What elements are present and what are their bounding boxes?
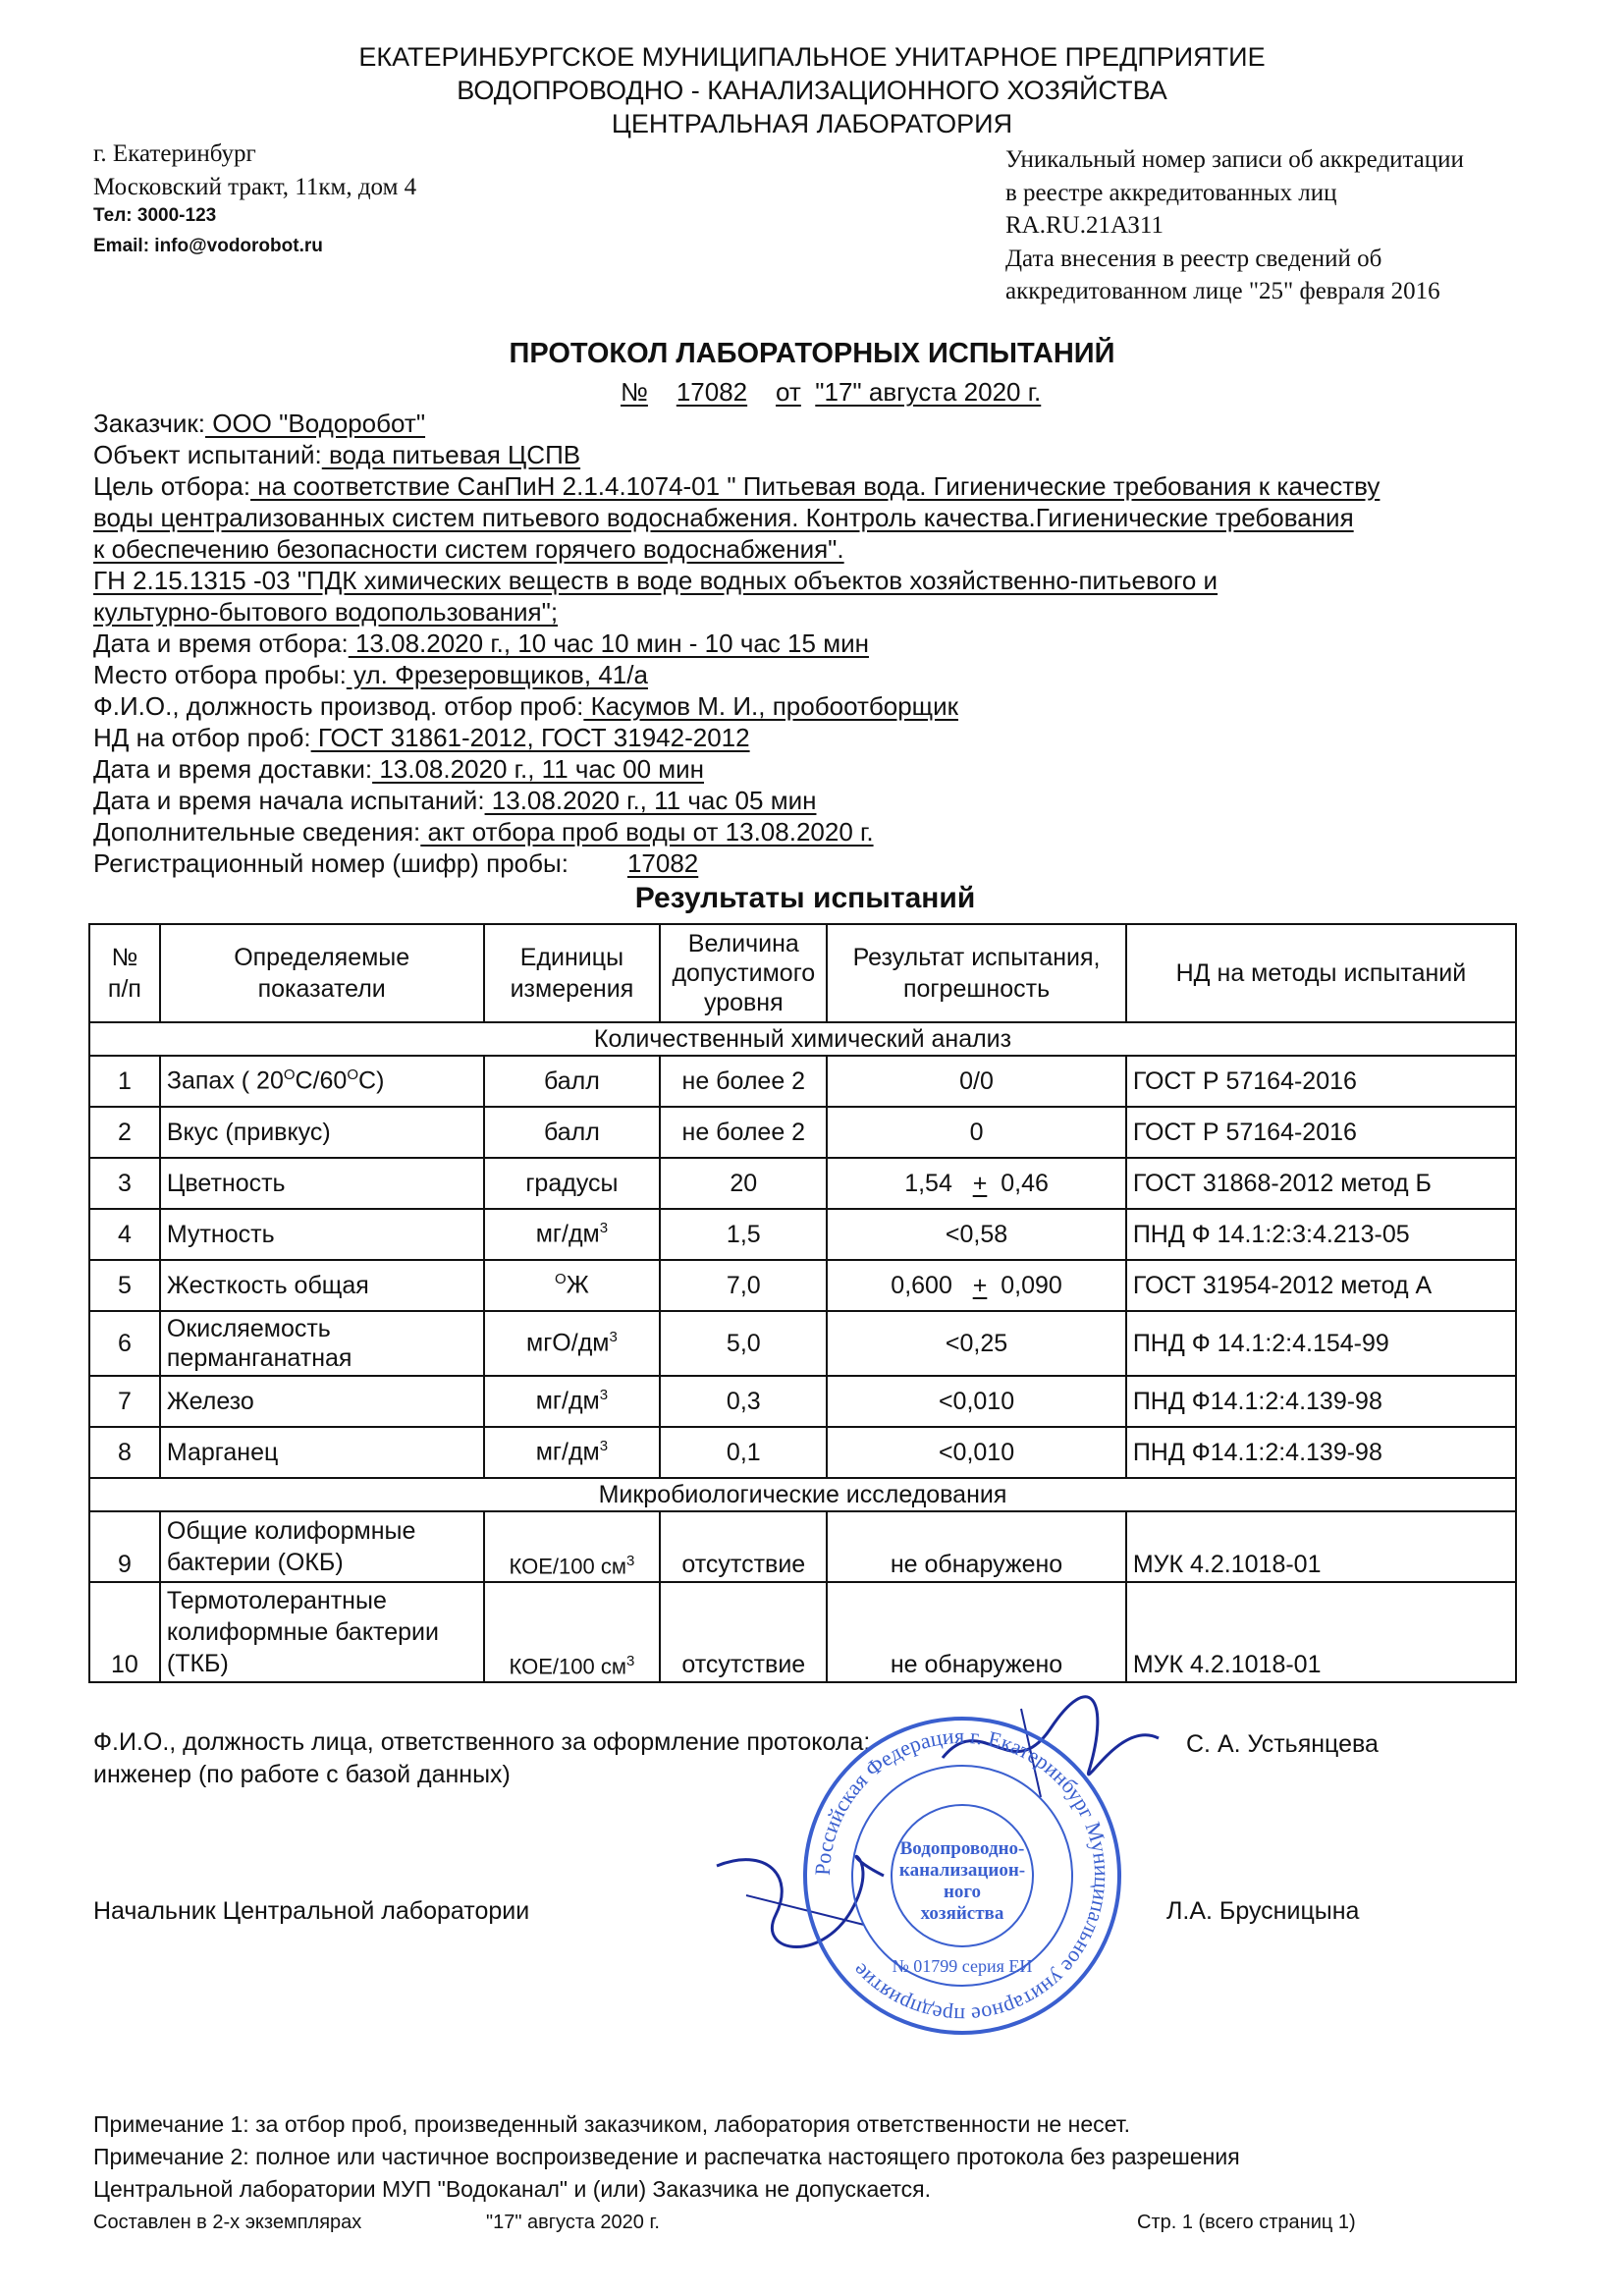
row-unit-sup: 3 (599, 1387, 609, 1404)
row-param-end: С) (358, 1066, 385, 1095)
row-result: 0/0 (827, 1056, 1126, 1107)
header-limit-1: Величина (687, 930, 799, 957)
object-label: Объект испытаний: (93, 440, 322, 469)
row-num: 4 (89, 1209, 160, 1260)
table-row (89, 1260, 1516, 1311)
address-city: г. Екатеринбург (93, 140, 256, 167)
customer-label: Заказчик: (93, 409, 206, 438)
row-unit (484, 1376, 661, 1427)
org-name-line2: ВОДОПРОВОДНО - КАНАЛИЗАЦИОННОГО ХОЗЯЙСТВА (457, 76, 1167, 105)
section-micro: Микробиологические исследования (89, 1478, 1516, 1511)
header-param-1: Определяемые (234, 944, 410, 971)
protocol-from-label: от (776, 377, 801, 407)
row-limit: 5,0 (660, 1311, 827, 1376)
row-num: 9 (89, 1511, 160, 1582)
responsible-name: С. А. Устьянцева (1186, 1730, 1379, 1758)
row-unit (484, 1209, 661, 1260)
field-delivery (93, 753, 704, 785)
section-row-micro (89, 1478, 1516, 1511)
accreditation-line1: Уникальный номер записи об аккредитации (1005, 146, 1464, 173)
protocol-title: ПРОТОКОЛ ЛАБОРАТОРНЫХ ИСПЫТАНИЙ (509, 338, 1115, 369)
row-unit-sup: 3 (599, 1220, 609, 1237)
org-name-line1: ЕКАТЕРИНБУРГСКОЕ МУНИЦИПАЛЬНОЕ УНИТАРНОЕ ПРЕДПРИЯТИЕ (358, 42, 1266, 72)
row-result: 0 (827, 1107, 1126, 1158)
row-param (160, 1311, 484, 1376)
stamp-center-1: Водопроводно- (899, 1838, 1025, 1859)
row-result: <0,58 (827, 1209, 1126, 1260)
row-method: МУК 4.2.1018-01 (1126, 1582, 1516, 1682)
row-param-sup1: О (283, 1066, 296, 1084)
row-unit (484, 1582, 661, 1682)
row-param: Железо (160, 1376, 484, 1427)
row-num: 2 (89, 1107, 160, 1158)
reg-number-value: 17082 (626, 848, 699, 878)
stamp-ring-text: Российская Федерация г. Екатеринбург Муниципальное унитарное предприятие (809, 1722, 1115, 2029)
test-start-value: 13.08.2020 г., 11 час 05 мин (484, 786, 817, 815)
table-row (89, 1056, 1516, 1107)
row-unit-sup: 3 (625, 1552, 635, 1569)
row-unit (484, 1260, 661, 1311)
address-email: Email: info@vodorobot.ru (93, 236, 323, 256)
purpose-line4: ГН 2.15.1315 -03 "ПДК химических веществ в воде водных объектов хозяйственно-питьевого и (93, 566, 1218, 595)
row-num: 6 (89, 1311, 160, 1376)
row-method: ГОСТ 31868-2012 метод Б (1126, 1158, 1516, 1209)
field-extra (93, 816, 874, 847)
purpose-label: Цель отбора: (93, 471, 251, 501)
table-row (89, 1158, 1516, 1209)
extra-value: акт отбора проб воды от 13.08.2020 г. (420, 817, 874, 847)
note-3: Центральной лаборатории МУП "Водоканал" и (или) Заказчика не допускается. (93, 2176, 931, 2202)
row-result: не обнаружено (827, 1511, 1126, 1582)
copies-note: Составлен в 2-х экземплярах (93, 2212, 362, 2233)
row-unit-text: КОЕ/100 см (509, 1654, 626, 1678)
stamp-center-2: канализацион- (898, 1860, 1026, 1881)
row-num: 10 (89, 1582, 160, 1682)
row-unit: балл (484, 1056, 661, 1107)
table-row (89, 1209, 1516, 1260)
row-result: <0,010 (827, 1427, 1126, 1478)
row-unit-text: мг/дм (535, 1387, 600, 1415)
accreditation-number: RA.RU.21АЗ11 (1005, 212, 1164, 239)
table-header-row (89, 924, 1516, 1022)
row-method: ПНД Ф 14.1:2:4.154-99 (1126, 1311, 1516, 1376)
row-param-sup2: О (347, 1066, 359, 1084)
field-reg-number (93, 847, 698, 879)
stamp-center-3: ного (943, 1882, 982, 1902)
row-unit-text: Ж (566, 1271, 589, 1299)
row-unit-text: мг/дм (535, 1438, 600, 1466)
row-unit-degree: О (555, 1271, 567, 1288)
row-param-mid: С/60 (295, 1066, 348, 1095)
row-unit-text: КОЕ/100 см (509, 1554, 626, 1578)
row-unit: балл (484, 1107, 661, 1158)
field-object (93, 439, 580, 470)
table-row (89, 1107, 1516, 1158)
nd-value: ГОСТ 31861-2012, ГОСТ 31942-2012 (310, 723, 750, 752)
row-unit-text: мгО/дм (526, 1329, 610, 1357)
table-row (89, 1582, 1516, 1682)
field-customer (93, 408, 425, 439)
header-limit-3: уровня (703, 989, 784, 1016)
header-num (89, 924, 160, 1022)
row-result (827, 1260, 1126, 1311)
row-num: 5 (89, 1260, 160, 1311)
header-result-1: Результат испытания, (852, 944, 1101, 971)
org-name-line3: ЦЕНТРАЛЬНАЯ ЛАБОРАТОРИЯ (611, 109, 1013, 138)
object-value: вода питьевая ЦСПВ (321, 440, 581, 469)
row-unit-text: мг/дм (535, 1220, 600, 1248)
row-method: ГОСТ Р 57164-2016 (1126, 1107, 1516, 1158)
sampling-datetime-label: Дата и время отбора: (93, 629, 349, 658)
note-1: Примечание 1: за отбор проб, произведенный заказчиком, лаборатория ответственности не несет. (93, 2111, 1131, 2137)
row-limit: не более 2 (660, 1107, 827, 1158)
row-param-line1: Окисляемость (166, 1315, 331, 1342)
official-stamp (795, 1709, 1129, 2043)
row-num: 1 (89, 1056, 160, 1107)
responsible-position: инженер (по работе с базой данных) (93, 1761, 511, 1788)
header-limit (660, 924, 827, 1022)
nd-label: НД на отбор проб: (93, 723, 311, 752)
stamp-bottom: № 01799 серия ЕИ (892, 1956, 1033, 1976)
row-method: ПНД Ф14.1:2:4.139-98 (1126, 1376, 1516, 1427)
row-param-line2: бактерии (ОКБ) (166, 1549, 344, 1576)
row-unit-sup: 3 (625, 1652, 635, 1669)
section-row-chemical (89, 1022, 1516, 1056)
customer-value: ООО "Водоробот" (205, 409, 426, 438)
row-param: Мутность (160, 1209, 484, 1260)
field-sampler (93, 690, 958, 722)
table-row (89, 1427, 1516, 1478)
row-unit-sup: 3 (599, 1438, 609, 1455)
row-param (160, 1511, 484, 1582)
row-unit (484, 1311, 661, 1376)
row-param-text: Запах ( 20 (166, 1066, 284, 1095)
field-test-start (93, 785, 816, 816)
results-title: Результаты испытаний (634, 882, 976, 914)
row-limit: 20 (660, 1158, 827, 1209)
row-num: 3 (89, 1158, 160, 1209)
table-row (89, 1311, 1516, 1376)
header-num-2: п/п (107, 975, 141, 1003)
place-label: Место отбора пробы: (93, 660, 347, 689)
sampling-datetime-value: 13.08.2020 г., 10 час 10 мин - 10 час 15 мин (348, 629, 869, 658)
row-result-value: 0,600 (891, 1271, 952, 1299)
row-method: ПНД Ф14.1:2:4.139-98 (1126, 1427, 1516, 1478)
sampler-label: Ф.И.О., должность производ. отбор проб: (93, 691, 584, 721)
purpose-line2: воды централизованных систем питьевого водоснабжения. Контроль качества.Гигиенические требования (93, 503, 1354, 532)
row-unit: градусы (484, 1158, 661, 1209)
table-row (89, 1511, 1516, 1582)
sampler-value: Касумов М. И., пробоотборщик (583, 691, 958, 721)
purpose-line5: культурно-бытового водопользования"; (93, 597, 559, 627)
field-sampling-datetime (93, 628, 869, 659)
delivery-label: Дата и время доставки: (93, 754, 373, 784)
row-method: ГОСТ Р 57164-2016 (1126, 1056, 1516, 1107)
row-param: Жесткость общая (160, 1260, 484, 1311)
row-result: не обнаружено (827, 1582, 1126, 1682)
head-name: Л.А. Брусницына (1166, 1897, 1360, 1925)
footer-date: "17" августа 2020 г. (486, 2212, 660, 2233)
accreditation-line2: в реестре аккредитованных лиц (1005, 180, 1337, 206)
place-value: ул. Фрезеровщиков, 41/а (346, 660, 648, 689)
row-limit: отсутствие (660, 1511, 827, 1582)
row-param: Вкус (привкус) (160, 1107, 484, 1158)
note-2: Примечание 2: полное или частичное воспроизведение и распечатка настоящего протокола без разрешения (93, 2144, 1240, 2169)
test-start-label: Дата и время начала испытаний: (93, 786, 485, 815)
row-param-line1: Термотолерантные (166, 1587, 387, 1614)
field-place (93, 659, 648, 690)
row-result-value: 1,54 (904, 1169, 952, 1197)
head-label: Начальник Центральной лаборатории (93, 1897, 530, 1925)
field-purpose (93, 470, 1380, 502)
table-row (89, 1376, 1516, 1427)
row-param: Цветность (160, 1158, 484, 1209)
header-method: НД на методы испытаний (1126, 924, 1516, 1022)
row-method: МУК 4.2.1018-01 (1126, 1511, 1516, 1582)
row-unit (484, 1427, 661, 1478)
row-param-line2: перманганатная (166, 1344, 352, 1372)
row-limit: отсутствие (660, 1582, 827, 1682)
purpose-line1: на соответствие СанПиН 2.1.4.1074-01 " Питьевая вода. Гигиенические требования к качеству (250, 471, 1380, 501)
row-method: ГОСТ 31954-2012 метод А (1126, 1260, 1516, 1311)
header-result (827, 924, 1126, 1022)
protocol-no-label: № (621, 377, 648, 407)
row-param-line3: (ТКБ) (166, 1650, 229, 1677)
header-unit (484, 924, 661, 1022)
row-limit: 1,5 (660, 1209, 827, 1260)
row-result-error: 0,090 (1001, 1271, 1062, 1299)
row-param-line2: колиформные бактерии (166, 1618, 439, 1646)
accreditation-line4: Дата внесения в реестр сведений об (1005, 246, 1382, 272)
protocol-date: "17" августа 2020 г. (815, 377, 1042, 407)
protocol-number-line (621, 377, 1041, 408)
header-param-2: показатели (257, 975, 386, 1003)
section-chemical: Количественный химический анализ (89, 1022, 1516, 1056)
header-limit-2: допустимого (672, 959, 816, 987)
row-result-error: 0,46 (1001, 1169, 1049, 1197)
page-number: Стр. 1 (всего страниц 1) (1137, 2212, 1356, 2233)
delivery-value: 13.08.2020 г., 11 час 00 мин (372, 754, 705, 784)
row-limit: 0,3 (660, 1376, 827, 1427)
row-limit: 0,1 (660, 1427, 827, 1478)
row-param-line1: Общие колиформные (166, 1517, 416, 1545)
row-result: <0,010 (827, 1376, 1126, 1427)
row-num: 8 (89, 1427, 160, 1478)
header-unit-2: измерения (510, 975, 634, 1003)
row-unit (484, 1511, 661, 1582)
row-method: ПНД Ф 14.1:2:3:4.213-05 (1126, 1209, 1516, 1260)
stamp-center-4: хозяйства (920, 1903, 1004, 1924)
row-limit: не более 2 (660, 1056, 827, 1107)
reg-number-label: Регистрационный номер (шифр) пробы: (93, 848, 568, 878)
header-num-1: № (111, 944, 138, 971)
header-result-2: погрешность (902, 975, 1051, 1003)
results-table (88, 923, 1517, 1683)
header-unit-1: Единицы (519, 944, 624, 971)
row-param: Марганец (160, 1427, 484, 1478)
purpose-line3: к обеспечению безопасности систем горячего водоснабжения". (93, 534, 844, 564)
row-limit: 7,0 (660, 1260, 827, 1311)
row-result: <0,25 (827, 1311, 1126, 1376)
row-unit-sup: 3 (609, 1329, 618, 1346)
row-result-pm: + (972, 1271, 988, 1299)
extra-label: Дополнительные сведения: (93, 817, 421, 847)
responsible-label: Ф.И.О., должность лица, ответственного за оформление протокола: (93, 1728, 871, 1756)
row-param (160, 1582, 484, 1682)
row-result-pm: + (972, 1169, 988, 1197)
header-param (160, 924, 484, 1022)
row-param (160, 1056, 484, 1107)
accreditation-line5: аккредитованном лице "25" февраля 2016 (1005, 278, 1440, 304)
address-phone: Тел: 3000-123 (93, 205, 217, 226)
row-num: 7 (89, 1376, 160, 1427)
protocol-number: 17082 (676, 377, 748, 407)
field-nd (93, 722, 750, 753)
address-street: Московский тракт, 11км, дом 4 (93, 174, 417, 200)
row-result (827, 1158, 1126, 1209)
